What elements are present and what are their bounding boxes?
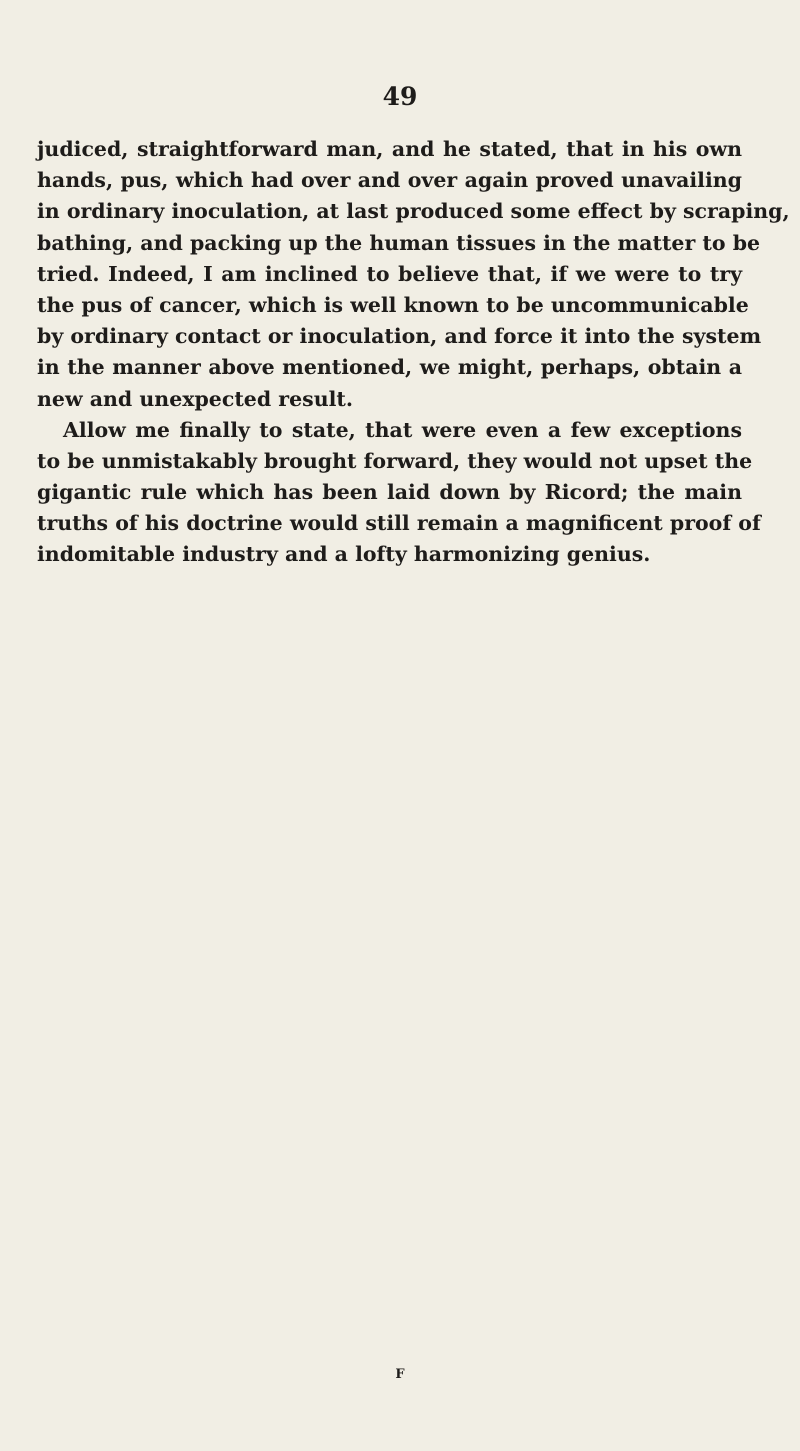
page-number: 49 <box>382 82 418 111</box>
text-line: the pus of cancer, which is well known to be uncommunicable <box>37 292 749 317</box>
signature-mark: F <box>395 1367 405 1382</box>
text-line: truths of his doctrine would still remain a magnificent proof of <box>37 511 761 536</box>
text-line: bathing, and packing up the human tissues in the matter to be <box>37 230 761 255</box>
text-line: indomitable industry and a lofty harmonizing genius. <box>37 542 651 567</box>
text-line: new and unexpected result. <box>37 386 353 411</box>
text-line: judiced, straightforward man, and he stated, that in his own <box>37 137 742 161</box>
text-line: by ordinary contact or inoculation, and force it into the system <box>37 324 762 349</box>
text-line: gigantic rule which has been laid down by Ricord; the main <box>37 480 742 505</box>
text-line: in ordinary inoculation, at last produced some effect by scraping, <box>37 199 790 224</box>
text-line: tried. Indeed, I am inclined to believe that, if we were to try <box>37 261 742 286</box>
body-text <box>37 134 790 571</box>
text-line: in the manner above mentioned, we might, perhaps, obtain a <box>37 355 742 380</box>
text-line: to be unmistakably brought forward, they would not upset the <box>37 448 753 473</box>
text-line: hands, pus, which had over and over again proved unavailing <box>37 168 742 193</box>
text-line: Allow me finally to state, that were even a few exceptions <box>63 417 742 442</box>
